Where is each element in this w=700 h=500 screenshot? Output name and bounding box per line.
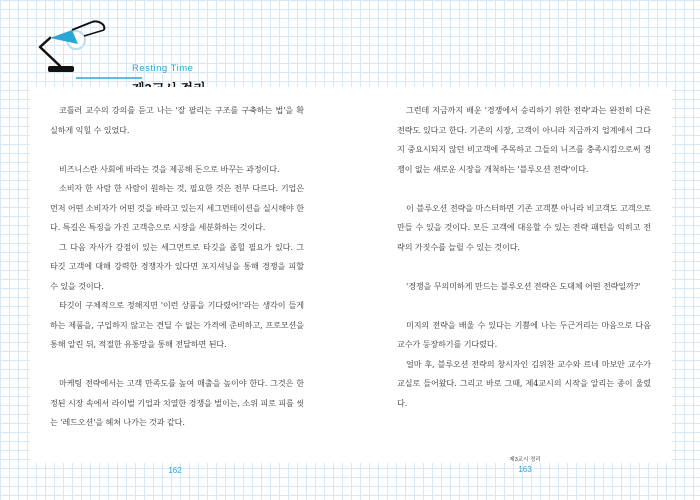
left-page-number — [160, 466, 190, 475]
body-paragraph: 소비자 한 사람 한 사람이 원하는 것, 필요한 것은 전부 다르다. 기업은 먼저 어떤 소비자가 어떤 것을 바라고 있는지 세그먼테이션을 실시해야 한다. 특길은 특징을 가진 고객층으로 시장을 세분화하는 것이다. — [50, 183, 304, 232]
paragraph-spacer — [397, 179, 651, 199]
body-paragraph: 그런데 지금까지 배운 '경쟁에서 승리하기 위한 전략'과는 완전히 다른 전략도 있다고 한다. 기존의 시장, 고객이 아니라 지금까지 업계에서 그다지 중요시되지 않던 비고객에 주목하고 그들의 니즈를 충족시킴으로써 경쟁이 없는 새로운 시장을 개척하는 '블루오션 전략'이다. — [397, 105, 651, 174]
chapter-header — [32, 14, 232, 84]
paragraph-spacer — [397, 257, 651, 277]
body-paragraph: 미지의 전략을 배울 수 있다는 기쁨에 나는 두근거리는 마음으로 다음 교수가 등장하기를 기다렸다. — [397, 319, 651, 349]
body-paragraph: '경쟁을 무의미하게 만드는 블루오션 전략은 도대체 어떤 전략일까?' — [406, 280, 641, 291]
body-paragraph: 타깃이 구체적으로 정해지면 '이런 상품을 기다렸어!'라는 생각이 들게 하는 제품을, 구입하지 않고는 견딜 수 없는 가격에 준비하고, 프로모션을 통해 알린 뒤, 적절한 유통망을 통해 전달하면 된다. — [50, 300, 304, 349]
paragraph-spacer — [50, 355, 304, 375]
running-head: 제3교시 정리 — [509, 457, 541, 463]
page-number: 163 — [518, 465, 532, 474]
body-paragraph: 마케팅 전략에서는 고객 만족도를 높여 매출을 높이야 한다. 그것은 한정된 시장 속에서 라이벌 기업과 치열한 경쟁을 벌이는, 소위 피로 피를 씻는 '레드오션'을 헤쳐 나가는 것과 같다. — [50, 378, 304, 427]
body-paragraph: 비즈니스란 사회에 바라는 것을 제공해 돈으로 바꾸는 과정이다. — [59, 163, 280, 174]
desk-lamp-icon — [32, 14, 142, 84]
paragraph-spacer — [397, 296, 651, 316]
right-page-folio — [500, 455, 550, 474]
header-subtitle: Resting Time — [132, 63, 194, 74]
left-page-body — [50, 101, 304, 433]
page-number: 162 — [168, 466, 182, 475]
paragraph-spacer — [50, 140, 304, 160]
body-paragraph: 그 다음 자사가 강점이 있는 세그먼트로 타깃을 좁힐 필요가 있다. 그 타깃 고객에 대해 강력한 경쟁자가 있다면 포지셔닝을 통해 경쟁을 피할 수 있을 것이다. — [50, 241, 304, 291]
body-paragraph: 얼마 후, 블루오션 전략의 창시자인 김위찬 교수와 르네 마보안 교수가 교실로 들어왔다. 그리고 바로 그때, 제4교시의 시작을 알리는 종이 울렸다. — [397, 358, 651, 408]
body-paragraph: 이 블루오션 전략을 마스터하면 기존 고객뿐 아니라 비고객도 고객으로 만들 수 있을 것이다. 모든 고객에 대응할 수 있는 전략 패턴을 익히고 전략의 가짓수를 늘릴 수 있는 것이다. — [397, 202, 651, 252]
book-spread — [30, 87, 672, 463]
body-paragraph: 코틀러 교수의 강의를 듣고 나는 '잘 팔리는 구조를 구축하는 법'을 확실하게 익힐 수 있었다. — [50, 105, 304, 135]
right-page-body — [397, 101, 651, 413]
